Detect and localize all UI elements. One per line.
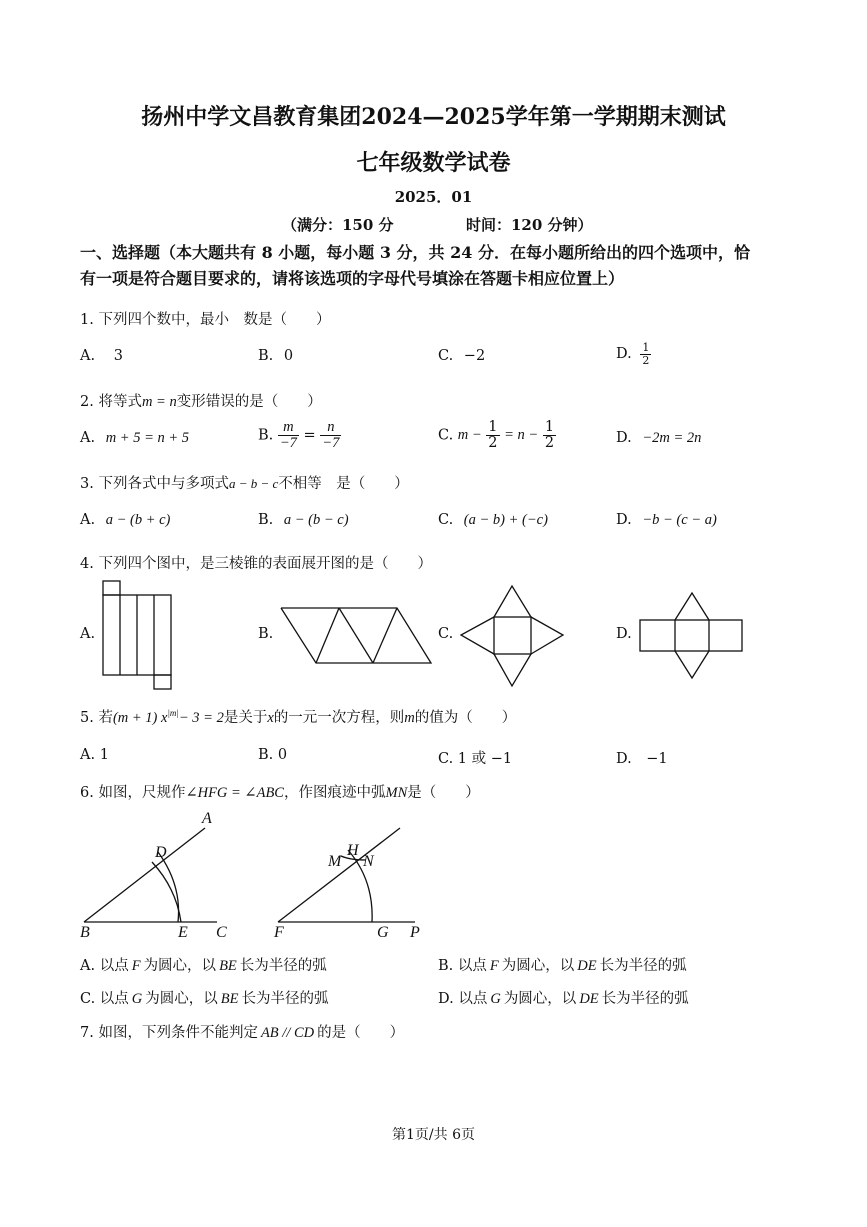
numerator: 1 bbox=[544, 419, 555, 435]
q4-option-d-label: D. bbox=[616, 626, 632, 642]
denominator: −7 bbox=[279, 435, 297, 452]
exam-subtitle: 七年级数学试卷 bbox=[356, 150, 511, 176]
stem-expression: ∠HFG = ∠ABC bbox=[185, 785, 284, 801]
point-label-d: D bbox=[155, 844, 167, 861]
numerator: 1 bbox=[642, 341, 650, 354]
option-label: C. bbox=[438, 427, 454, 444]
q6-option-a bbox=[80, 954, 327, 975]
point-label-n: N bbox=[363, 853, 374, 870]
stem-text: 的一元一次方程，则 bbox=[273, 710, 405, 726]
stem-text: 的是（ ） bbox=[317, 1025, 405, 1041]
angle-abc-figure bbox=[84, 828, 217, 922]
point-label-b: B bbox=[80, 924, 90, 941]
option-label: D. bbox=[616, 512, 632, 528]
section-heading-line2: 有一项是符合题目要求的，请将该选项的字母代号填涂在答题卡相应位置上） bbox=[80, 269, 625, 288]
q4-option-b-label: B. bbox=[258, 626, 274, 642]
option-text: D. 以点 bbox=[438, 991, 488, 1007]
option-segment: BE bbox=[220, 991, 239, 1007]
stem-text: 6. 如图，尺规作 bbox=[80, 785, 186, 801]
stem-expression: a − b − c bbox=[228, 476, 279, 491]
option-text: C. 以点 bbox=[80, 991, 129, 1007]
option-value: −2 bbox=[463, 348, 486, 364]
q5-option-c: C. 1 或 −1 bbox=[438, 751, 513, 767]
numerator: 1 bbox=[488, 419, 498, 435]
option-text: B. 以点 bbox=[438, 958, 487, 974]
option-value: −b − (c − a) bbox=[642, 512, 717, 528]
point-label-h: H bbox=[347, 842, 359, 859]
expression-part: m − bbox=[457, 427, 482, 444]
option-value: 0 bbox=[283, 348, 294, 364]
option-label: B. bbox=[258, 348, 274, 364]
exponent: |m| bbox=[167, 708, 179, 719]
stem-expression: AB // CD bbox=[260, 1025, 315, 1041]
denominator: 2 bbox=[488, 435, 498, 452]
denominator: 2 bbox=[642, 353, 650, 367]
numerator: m bbox=[278, 420, 299, 436]
stem-text: 变形错误的是（ ） bbox=[176, 394, 322, 410]
option-segment: BE bbox=[219, 958, 237, 974]
option-label: B. bbox=[258, 427, 274, 444]
option-value: −2m = 2n bbox=[642, 430, 702, 446]
point-label-e: E bbox=[178, 924, 188, 941]
option-text: 为圆心，以 bbox=[143, 958, 217, 974]
option-point: F bbox=[131, 958, 141, 974]
full-score: （满分：150 分 bbox=[282, 216, 394, 234]
option-text: 长为半径的弧 bbox=[599, 958, 687, 974]
stem-arc-name: MN bbox=[385, 785, 408, 801]
q6-option-d bbox=[438, 987, 689, 1008]
exam-title: 扬州中学文昌教育集团2024—2025学年第一学期期末测试 bbox=[141, 104, 726, 130]
option-text: 为圆心，以 bbox=[503, 991, 577, 1007]
stem-text: 3. 下列各式中与多项式 bbox=[80, 476, 229, 492]
q4-option-a-label: A. bbox=[80, 626, 96, 642]
option-value: 3 bbox=[113, 348, 123, 364]
point-label-f: F bbox=[274, 924, 284, 941]
option-value: a − (b − c) bbox=[283, 512, 349, 528]
exam-time: 时间：120 分钟） bbox=[466, 216, 593, 234]
option-label: A. bbox=[80, 348, 96, 364]
q5-option-d: D. −1 bbox=[616, 751, 668, 767]
option-label: D. bbox=[616, 346, 632, 363]
option-label: D. bbox=[616, 430, 632, 446]
stem-variable: m bbox=[404, 710, 415, 726]
option-text: 长为半径的弧 bbox=[241, 991, 329, 1007]
option-value: a − (b + c) bbox=[105, 512, 171, 528]
exam-date: 2025．01 bbox=[394, 188, 473, 206]
q4-stem: 4. 下列四个图中，是三棱锥的表面展开图的是（ ） bbox=[80, 556, 432, 572]
point-label-g: G bbox=[377, 924, 389, 941]
option-label: A. bbox=[80, 512, 96, 528]
stem-text: 7. 如图，下列条件不能判定 bbox=[80, 1025, 258, 1041]
option-point: F bbox=[489, 958, 499, 974]
equals-sign: = bbox=[303, 427, 316, 444]
stem-text: 是（ ） bbox=[407, 785, 480, 801]
option-text: 为圆心，以 bbox=[501, 958, 575, 974]
option-segment: DE bbox=[577, 958, 597, 974]
option-label: C. bbox=[438, 512, 454, 528]
option-segment: DE bbox=[579, 991, 599, 1007]
numerator: n bbox=[320, 420, 341, 436]
option-label: C. bbox=[438, 348, 454, 364]
stem-text: 不相等 是（ ） bbox=[278, 476, 409, 492]
option-text: 长为半径的弧 bbox=[601, 991, 689, 1007]
option-text: 长为半径的弧 bbox=[239, 958, 327, 974]
expression-part: = n − bbox=[504, 427, 539, 444]
option-text: A. 以点 bbox=[80, 958, 129, 974]
option-text: 为圆心，以 bbox=[145, 991, 218, 1007]
stem-text: 2. 将等式 bbox=[80, 394, 142, 410]
denominator: 2 bbox=[544, 435, 555, 452]
stem-text: 的值为（ ） bbox=[414, 710, 517, 726]
q5-option-a: A. 1 bbox=[80, 747, 109, 763]
page-number: 第1页/共 6页 bbox=[392, 1127, 475, 1143]
stem-text: ，作图痕迹中弧 bbox=[283, 785, 386, 801]
option-point: G bbox=[490, 991, 501, 1007]
stem-expression: (m + 1) x bbox=[112, 710, 168, 726]
q7-stem bbox=[80, 1021, 404, 1042]
option-point: G bbox=[131, 991, 143, 1007]
point-label-a: A bbox=[202, 810, 212, 827]
q1-stem: 1. 下列四个数中，最小 数是（ ） bbox=[80, 312, 331, 328]
q6-option-b bbox=[438, 954, 687, 975]
option-value: m + 5 = n + 5 bbox=[105, 430, 190, 446]
stem-variable: x bbox=[267, 710, 274, 726]
stem-text: 是关于 bbox=[223, 710, 268, 726]
option-value: (a − b) + (−c) bbox=[463, 512, 548, 528]
section-heading-line1: 一、选择题（本大题共有 8 小题，每小题 3 分，共 24 分．在每小题所给出的四个选项中，恰 bbox=[80, 243, 750, 262]
stem-expression: − 3 = 2 bbox=[178, 710, 224, 726]
stem-equation: m = n bbox=[141, 394, 177, 410]
point-label-m: M bbox=[328, 853, 342, 870]
option-label: B. bbox=[258, 512, 274, 528]
q6-option-c bbox=[80, 987, 329, 1008]
denominator: −7 bbox=[322, 435, 340, 452]
q5-option-b: B. 0 bbox=[258, 747, 288, 763]
option-label: A. bbox=[80, 430, 96, 446]
q4-option-c-label: C. bbox=[438, 626, 454, 642]
point-label-p: P bbox=[410, 924, 420, 941]
stem-text: 5. 若 bbox=[80, 710, 113, 726]
point-label-c: C bbox=[216, 924, 227, 941]
